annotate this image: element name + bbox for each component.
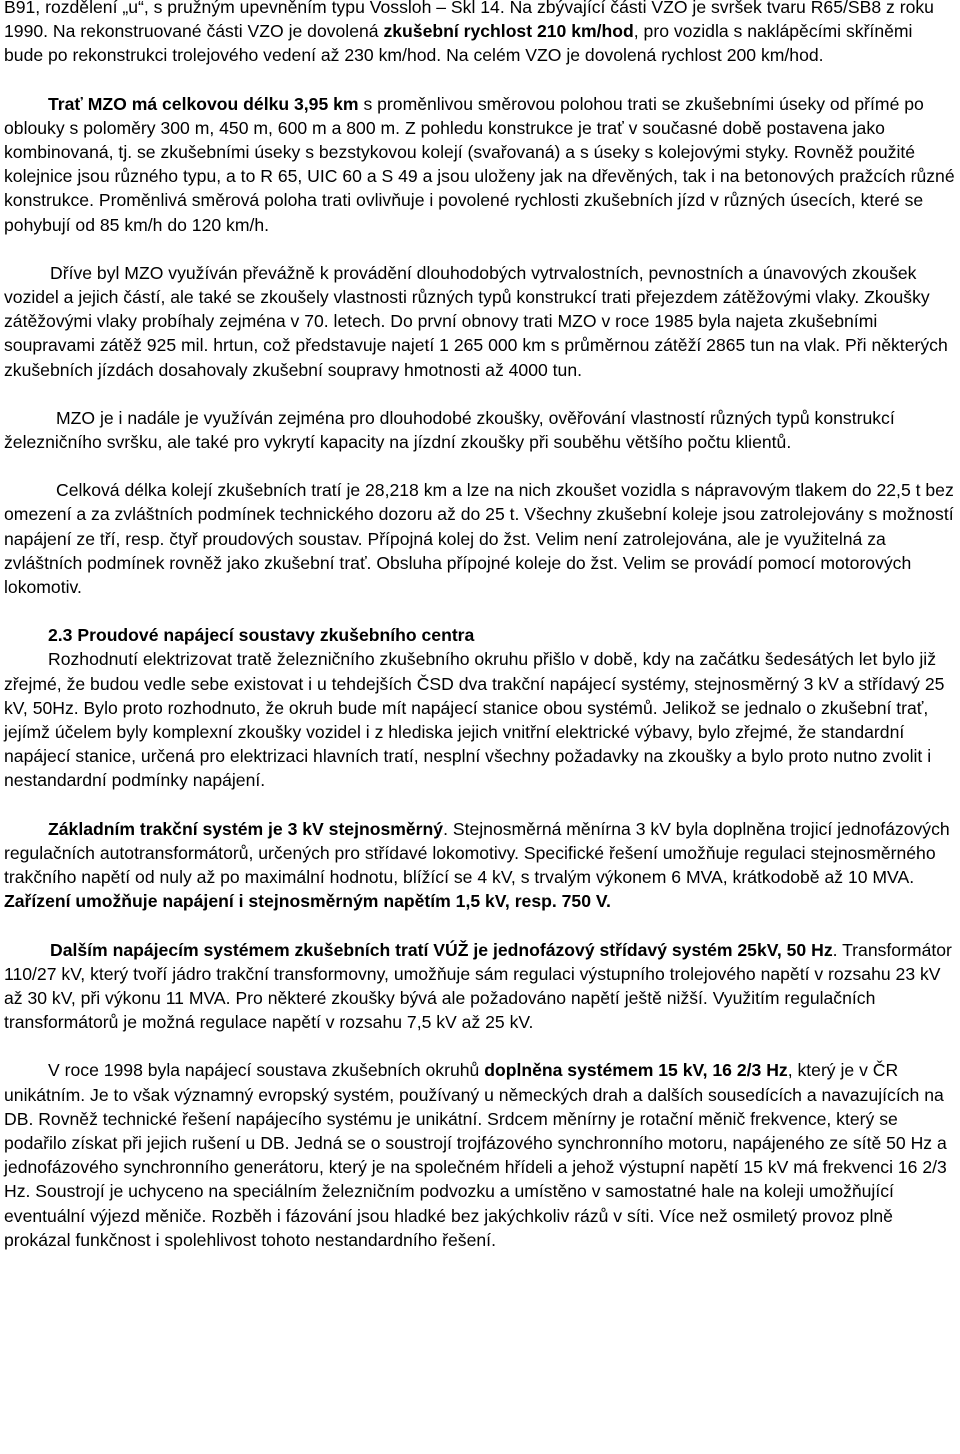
text-run: . Stejnosměrná měnírna 3 kV byla doplněna trojicí jednofázových regulačních autotransformátorů, určených pro střídavé lokomotivy. Specifické řešení umožňuje regulaci stejnosměrného trakčního napětí od nuly až po maximální hodnotu, blížící se 4 kV, s trvalým výkonem 6 MVA, krátkodobě až 10 MVA. xyxy=(4,818,950,888)
paragraph-mzo-history: Dříve byl MZO využíván převážně k provádění dlouhodobých vytrvalostních, pevnostních a únavových zkoušek vozidel a jejich částí, ale také se zkoušely vlastnosti různých typů konstrukcí trati přejezdem zátěžovými vlaky. Zkoušky zátěžovými vlaky probíhaly zejména v 70. letech. Do první obnovy trati MZO v roce 1985 byla najeta zkušebními soupravami zátěž 925 mil. hrtun, což představuje najetí 1 265 000 km s průměrnou zátěží 2865 tun na vlak. Při některých zkušebních jízdách dosahovaly zkušební soupravy hmotnosti až 4000 tun. xyxy=(4,262,948,380)
section-number: 2.3 xyxy=(48,625,73,646)
paragraph-dc-system xyxy=(4,817,956,914)
text-run: B91, rozdělení „u“, s pružným upevněním typu Vossloh – Skl 14. Na zbývající části VZO je svršek tvaru R65/SB8 z roku 1990. Na rekonstruované části VZO je dovolená xyxy=(4,0,934,42)
section-title: Proudové napájecí soustavy zkušebního centra xyxy=(77,625,475,646)
paragraph-total-length: Celková délka kolejí zkušebních tratí je 28,218 km a lze na nich zkoušet vozidla s nápravovým tlakem do 22,5 t bez omezení a za zvláštních podmínek technického dozoru až do 25 t. Všechny zkušební koleje jsou zatrolejovány s možností napájení ze tří, resp. čtyř proudových soustav. Přípojná kolej do žst. Velim není zatrolejována, ale je využitelná za zvláštních podmínek rovněž jako zkušební trať. Obsluha přípojné koleje do žst. Velim se provádí pomocí motorových lokomotiv. xyxy=(4,480,954,598)
text-run: , pro vozidla s naklápěcími skříněmi bude po rekonstrukci trolejového vedení až 230 km/hod. Na celém VZO je dovolená rychlost 200 km/hod. xyxy=(4,21,913,66)
paragraph-mzo-length xyxy=(4,92,956,237)
bold-run: Trať MZO má celkovou délku 3,95 km xyxy=(48,93,359,114)
paragraph-ac-system xyxy=(4,938,956,1035)
document-page xyxy=(4,0,956,1252)
paragraph-electrification-decision: Rozhodnutí elektrizovat tratě železničního zkušebního okruhu přišlo v době, kdy na začátku šedesátých let bylo již zřejmé, že budou vedle sebe existovat i u tehdejších ČSD dva trakční napájecí systémy, stejnosměrný 3 kV a střídavý 25 kV, 50Hz. Bylo proto rozhodnuto, že okruh bude mít napájecí stanice obou systémů. Jelikož se jednalo o zkušební trať, jejímž účelem byly komplexní zkoušky vozidel i z hlediska jejich vnitřní elektrické výbavy, bylo zřejmé, že standardní napájecí stanice, určená pro elektrizaci hlavních tratí, nesplní všechny požadavky na zkoušky a bylo proto nutno zvolit i nestandardní podmínky napájení. xyxy=(4,649,945,791)
bold-run: zkušební rychlost 210 km/hod xyxy=(383,21,634,42)
paragraph-15kv-system xyxy=(4,1058,956,1252)
bold-run: doplněna systémem 15 kV, 16 2/3 Hz xyxy=(484,1060,788,1081)
bold-run: Základním trakční systém je 3 kV stejnosměrný xyxy=(48,818,444,839)
text-run: V roce 1998 byla napájecí soustava zkušebních okruhů xyxy=(48,1060,485,1081)
text-run: s proměnlivou směrovou polohou trati se zkušebními úseky od přímé po oblouky s poloměry 300 m, 450 m, 600 m a 800 m. Z pohledu konstrukce je trať v současné době postavena jako kombinovaná, tj. se zkušebními úseky s bezstykovou kolejí (svařovaná) a s úseky s kolejovými styky. Rovněž použité kolejnice jsou různého typu, a to R 65, UIC 60 a S 49 a jsou uloženy jak na dřevěných, tak i na betonových pražcích různé konstrukce. Proměnlivá směrová poloha trati ovlivňuje i povolené rychlosti zkušebních jízd v různých úsecích, které se pohybují od 85 km/h do 120 km/h. xyxy=(4,93,955,235)
bold-run: Dalším napájecím systémem zkušebních tratí VÚŽ je jednofázový střídavý systém 25kV, 50 Hz xyxy=(50,939,833,960)
section-heading xyxy=(48,623,956,647)
text-run: , který je v ČR unikátním. Je to však významný evropský systém, používaný u německých drah a dalších sousedících a navazujících na DB. Rovněž technické řešení napájecího systému je unikátní. Srdcem měnírny je rotační měnič frekvence, který se podařilo získat při jejich rušení u DB. Jedná se o soustrojí trojfázového synchronního motoru, napájeného ze sítě 50 Hz a jednofázového synchronního generátoru, který je na společném hřídeli a jehož výstupní napětí 15 kV má frekvenci 16 2/3 Hz. Soustrojí je uchyceno na speciálním železničním podvozku a umístěno v samostatné hale na koleji umožňující eventuální výjezd měniče. Rozběh i fázování jsou hladké bez jakýchkoliv rázů v síti. Více než osmiletý provoz plně prokázal funkčnost i spolehlivost tohoto nestandardního řešení. xyxy=(4,1060,947,1250)
text-run: . Transformátor 110/27 kV, který tvoří jádro trakční transformovny, umožňuje sám regulaci výstupního trolejového napětí v rozsahu 23 kV až 30 kV, při výkonu 11 MVA. Pro některé zkoušky bývá ale požadováno napětí ještě nižší. Využitím regulačních transformátorů je možná regulace napětí v rozsahu 7,5 kV až 25 kV. xyxy=(4,939,952,1033)
paragraph-mzo-current-use: MZO je i nadále je využíván zejména pro dlouhodobé zkoušky, ověřování vlastností různých typů konstrukcí železničního svršku, ale také pro vykrytí kapacity na jízdní zkoušky při souběhu většího počtu klientů. xyxy=(4,407,895,453)
bold-run: Zařízení umožňuje napájení i stejnosměrným napětím 1,5 kV, resp. 750 V. xyxy=(4,891,611,912)
paragraph-track-speed xyxy=(4,0,956,68)
